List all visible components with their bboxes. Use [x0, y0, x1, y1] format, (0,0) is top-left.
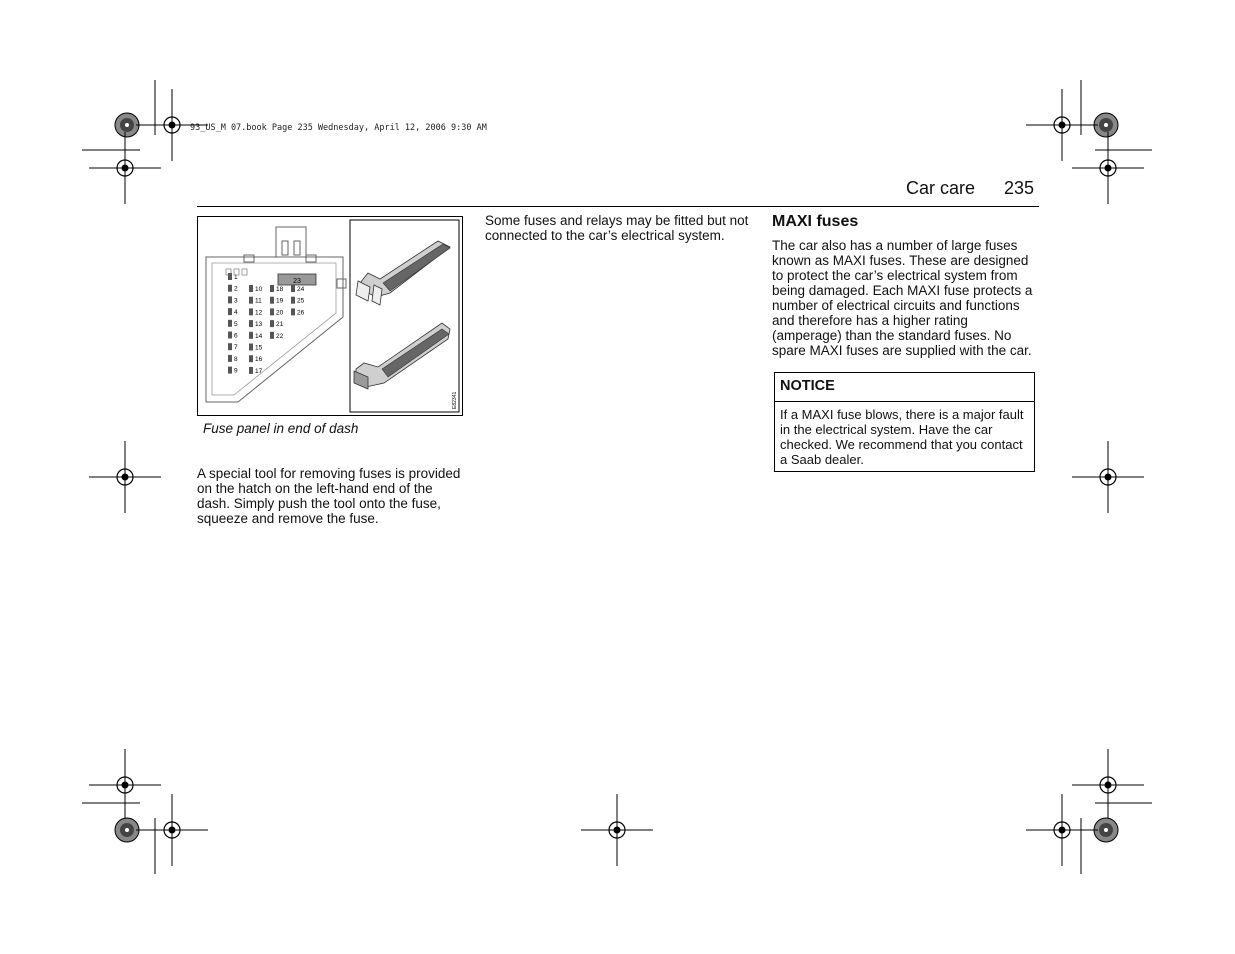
fuse-slot-26	[291, 308, 295, 315]
right-middle-crosshair-icon	[1072, 441, 1144, 513]
right-upper-crosshair-icon	[1072, 132, 1144, 204]
right-lower-crosshair-icon	[1072, 749, 1144, 821]
spare-slot	[242, 269, 247, 275]
fuse-slot-15	[249, 344, 253, 351]
notice-divider	[775, 401, 1034, 402]
fuse-label-7: 7	[234, 344, 238, 352]
fuse-slot-7	[228, 343, 232, 350]
fuse-label-13: 13	[255, 321, 263, 329]
fuse-slot-22	[270, 332, 274, 339]
fuse-slot-14	[249, 332, 253, 339]
fuse-slot-18	[270, 285, 274, 292]
left-lower-crosshair-icon	[89, 749, 161, 821]
fuse-slot-11	[249, 297, 253, 304]
maxi-fuses-paragraph: The car also has a number of large fuses known as MAXI fuses. These are designed to protect the car’s electrical system from being damaged. Each MAXI fuse protects a number of electrical circuits and functions and therefore has a higher rating (amperage) than the standard fuses. No spare MAXI fuses are supplied with the car.	[772, 238, 1033, 358]
fuse-slot-20	[270, 308, 274, 315]
fuse-label-8: 8	[234, 355, 238, 363]
fuse-slot-16	[249, 355, 253, 362]
fuse-tool-paragraph: A special tool for removing fuses is provided on the hatch on the left-hand end of the dash. Simply push the tool onto the fuse, squeeze and remove the fuse.	[197, 466, 461, 526]
maxi-fuses-heading: MAXI fuses	[772, 213, 859, 230]
fuse-label-25: 25	[297, 297, 305, 305]
fuse-label-22: 22	[276, 332, 284, 340]
fuse-label-16: 16	[255, 356, 263, 364]
bottom-middle-crosshair-icon	[581, 794, 653, 866]
print-slug: 93_US_M 07.book Page 235 Wednesday, April 12, 2006 9:30 AM	[190, 123, 487, 133]
fuse-label-24: 24	[297, 286, 305, 293]
top-left-star-icon	[115, 113, 139, 137]
bottom-right-crosshair-icon	[1026, 794, 1098, 866]
fuse-slot-5	[228, 320, 232, 327]
notice-title: NOTICE	[780, 378, 835, 394]
fuse-label-3: 3	[234, 297, 238, 305]
fuse-23-label: 23	[293, 278, 301, 285]
fuse-slot-21	[270, 320, 274, 327]
fuse-label-21: 21	[276, 321, 284, 329]
fuse-panel-illustration	[198, 217, 462, 415]
fuse-label-5: 5	[234, 320, 238, 328]
fuse-label-18: 18	[276, 286, 284, 293]
notice-box	[774, 372, 1035, 472]
fuse-label-1: 1	[234, 274, 238, 281]
fuse-label-15: 15	[255, 344, 263, 352]
left-middle-crosshair-icon	[89, 441, 161, 513]
fuse-label-14: 14	[255, 332, 263, 340]
fuse-label-11: 11	[255, 297, 262, 305]
fuse-slot-6	[228, 332, 232, 339]
bottom-left-crosshair-icon	[136, 794, 208, 866]
fuse-slot-12	[249, 308, 253, 315]
fuse-label-2: 2	[234, 285, 238, 293]
section-title: Car care	[906, 178, 976, 198]
fuse-slot-19	[270, 297, 274, 304]
page-number: 235	[1004, 178, 1035, 198]
fuse-slot-3	[228, 296, 232, 303]
bottom-left-star-icon	[115, 818, 139, 842]
fuse-slot-2	[228, 285, 232, 292]
fuse-label-19: 19	[276, 297, 284, 305]
fuse-slot-24	[291, 285, 295, 292]
fuse-slot-4	[228, 308, 232, 315]
fuse-slot-9	[228, 367, 232, 374]
fuse-slot-13	[249, 320, 253, 327]
fuse-label-17: 17	[255, 367, 263, 375]
fuse-slot-25	[291, 297, 295, 304]
fuse-label-26: 26	[297, 309, 305, 317]
figure-code: E82341	[452, 391, 458, 409]
figure-caption: Fuse panel in end of dash	[203, 421, 359, 436]
fuse-slot-1	[228, 273, 232, 280]
notice-body: If a MAXI fuse blows, there is a major fault in the electrical system. Have the car checked. We recommend that you contact a Saab dealer.	[780, 407, 1024, 467]
header-rule	[197, 206, 1039, 207]
fuse-tool-icon	[356, 241, 450, 305]
fuse-panel-figure	[197, 216, 463, 416]
fuse-label-10: 10	[255, 286, 263, 293]
fuse-label-20: 20	[276, 309, 284, 317]
fuse-slot-17	[249, 367, 253, 374]
fuse-slot-10	[249, 285, 253, 292]
fuse-label-6: 6	[234, 332, 238, 340]
fuse-slot-8	[228, 355, 232, 362]
fuse-tool-closed-icon	[354, 323, 450, 389]
fuse-label-4: 4	[234, 309, 238, 317]
unconnected-fuses-paragraph: Some fuses and relays may be fitted but not connected to the car’s electrical system.	[485, 213, 749, 243]
top-right-crosshair-icon	[1026, 89, 1098, 161]
left-upper-crosshair-icon	[89, 132, 161, 204]
fuse-label-9: 9	[234, 367, 238, 375]
fuse-label-12: 12	[255, 309, 263, 317]
